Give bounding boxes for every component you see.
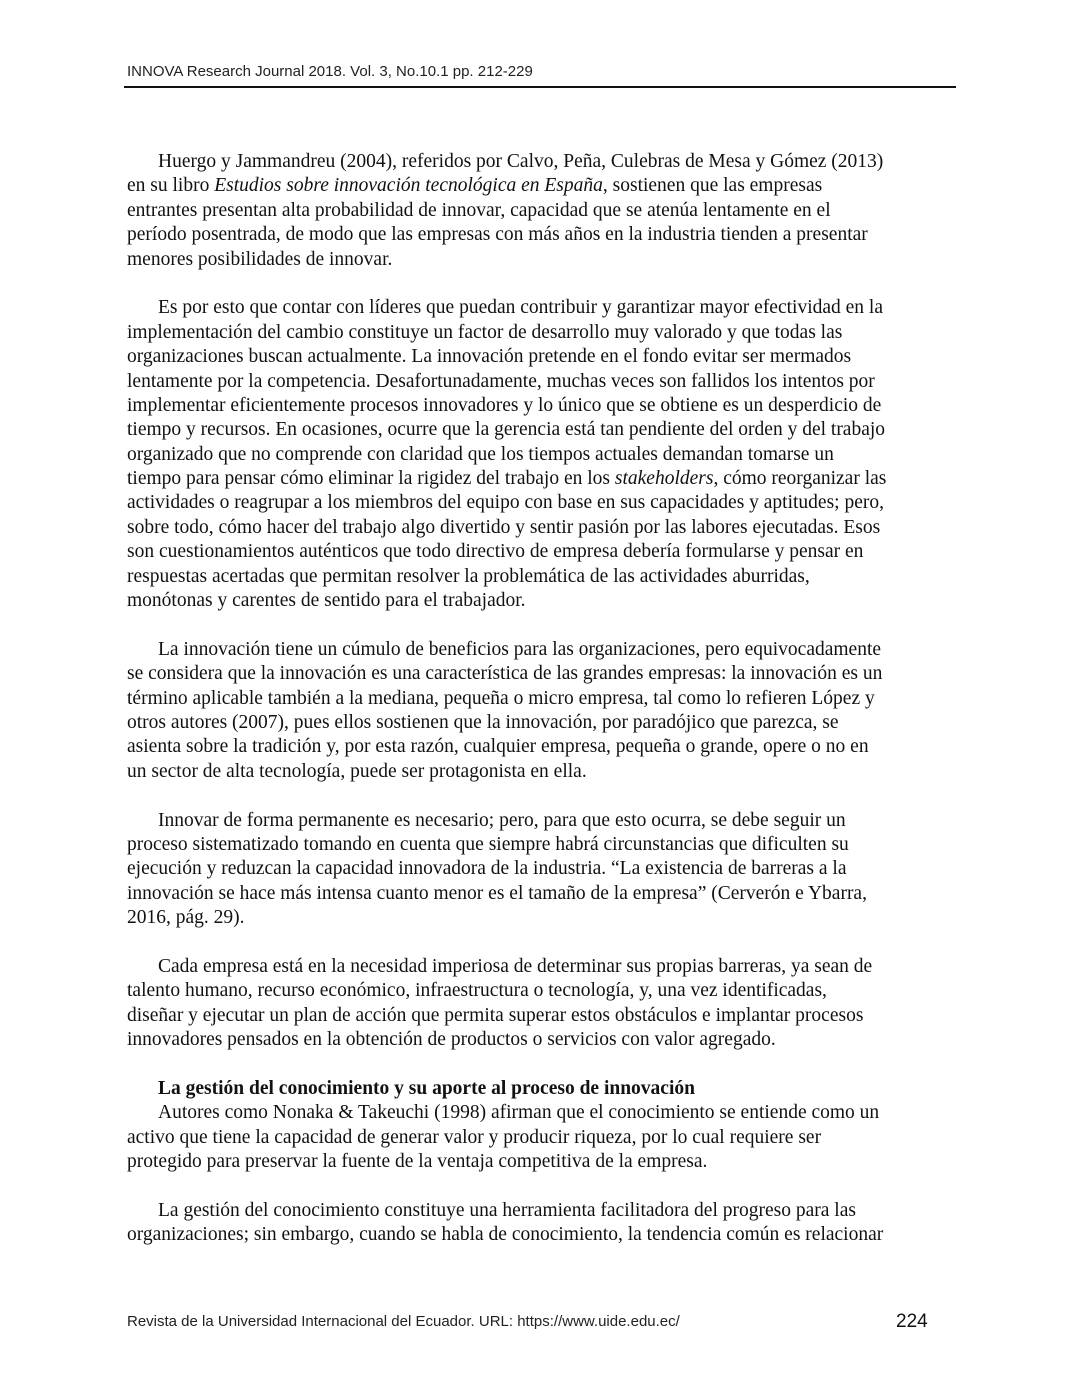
text-line: entrantes presentan alta probabilidad de innovar, capacidad que se atenúa lentamente en el — [127, 199, 831, 221]
text-line: Innovar de forma permanente es necesario; pero, para que esto ocurra, se debe seguir un — [158, 809, 846, 831]
paragraph-spacer — [127, 931, 886, 955]
italic-text: Estudios sobre innovación tecnológica en España — [214, 175, 603, 197]
text-line: diseñar y ejecutar un plan de acción que permita superar estos obstáculos e implantar procesos — [127, 1004, 864, 1026]
paragraph-spacer — [127, 1052, 886, 1076]
text-line: monótonas y carentes de sentido para el trabajador. — [127, 590, 526, 612]
text-line: activo que tiene la capacidad de generar valor y producir riqueza, por lo cual requiere ser — [127, 1126, 822, 1148]
text-line: La gestión del conocimiento constituye una herramienta facilitadora del progreso para las — [158, 1199, 856, 1221]
section-heading: La gestión del conocimiento y su aporte al proceso de innovación — [158, 1077, 695, 1099]
text-line: implementación del cambio constituye un factor de desarrollo muy valorado y que todas las — [127, 321, 843, 343]
text-line: otros autores (2007), pues ellos sostienen que la innovación, por paradójico que parezca, se — [127, 711, 839, 733]
paragraph — [127, 955, 886, 1053]
text-line: innovadores pensados en la obtención de productos o servicios con valor agregado. — [127, 1029, 776, 1051]
text-line: Cada empresa está en la necesidad imperiosa de determinar sus propias barreras, ya sean de — [158, 955, 873, 977]
footer-text: Revista de la Universidad Internacional del Ecuador. URL: https://www.uide.edu.ec/ — [127, 1313, 680, 1330]
running-header: INNOVA Research Journal 2018. Vol. 3, No.10.1 pp. 212-229 — [127, 63, 533, 80]
text-line: implementar eficientemente procesos innovadores y lo único que se obtiene es un desperdicio de — [127, 394, 882, 416]
text-line: La innovación tiene un cúmulo de beneficios para las organizaciones, pero equivocadamente — [158, 638, 882, 660]
text-line: organizaciones; sin embargo, cuando se habla de conocimiento, la tendencia común es relacionar — [127, 1224, 884, 1246]
paragraph-spacer — [127, 272, 886, 296]
text-line: menores posibilidades de innovar. — [127, 248, 393, 270]
text-segment: en su libro — [127, 175, 215, 197]
text-line: asienta sobre la tradición y, por esta razón, cualquier empresa, pequeña o grande, opere o no en — [127, 736, 869, 758]
text-line: Autores como Nonaka & Takeuchi (1998) afirman que el conocimiento se entiende como un — [158, 1102, 880, 1124]
paragraph-spacer — [127, 1174, 886, 1198]
article-body — [127, 150, 886, 1248]
text-line: sobre todo, cómo hacer del trabajo algo divertido y sentir pasión por las labores ejecutadas. Esos — [127, 516, 881, 538]
text-line: son cuestionamientos auténticos que todo directivo de empresa debería formularse y pensar en — [127, 541, 864, 563]
text-line: período posentrada, de modo que las empresas con más años en la industria tienden a presentar — [127, 224, 868, 246]
paragraph — [127, 1101, 886, 1174]
text-line: talento humano, recurso económico, infraestructura o tecnología, y, una vez identificadas, — [127, 980, 827, 1002]
paragraph — [127, 1199, 886, 1248]
text-line: 2016, pág. 29). — [127, 907, 245, 929]
text-line: un sector de alta tecnología, puede ser protagonista en ella. — [127, 760, 587, 782]
text-segment: , cómo reorganizar las — [713, 468, 887, 490]
text-line: lentamente por la competencia. Desafortunadamente, muchas veces son fallidos los intentos por — [127, 370, 875, 392]
paragraph — [127, 638, 886, 784]
text-line: proceso sistematizado tomando en cuenta que siempre habrá circunstancias que dificulten su — [127, 833, 849, 855]
text-line — [127, 174, 886, 198]
header-rule — [124, 86, 956, 88]
text-segment: tiempo para pensar cómo eliminar la rigidez del trabajo en los — [127, 468, 615, 490]
text-line: organizado que no comprende con claridad que los tiempos actuales demandan tomarse un — [127, 443, 834, 465]
text-line: Es por esto que contar con líderes que puedan contribuir y garantizar mayor efectividad en la — [158, 297, 884, 319]
text-line: ejecución y reduzcan la capacidad innovadora de la industria. “La existencia de barreras a la — [127, 858, 847, 880]
paragraph-spacer — [127, 613, 886, 637]
text-line: protegido para preservar la fuente de la ventaja competitiva de la empresa. — [127, 1151, 708, 1173]
paragraph-spacer — [127, 784, 886, 808]
text-line: actividades o reagrupar a los miembros del equipo con base en sus capacidades y aptitudes; pero, — [127, 492, 884, 514]
text-line: se considera que la innovación es una característica de las grandes empresas: la innovación es un — [127, 663, 883, 685]
text-line — [127, 467, 886, 491]
text-line: respuestas acertadas que permitan resolver la problemática de las actividades aburridas, — [127, 565, 810, 587]
page-number: 224 — [896, 1311, 928, 1332]
paragraph — [127, 150, 886, 272]
text-line: término aplicable también a la mediana, pequeña o micro empresa, tal como lo refieren López y — [127, 687, 875, 709]
paragraph — [127, 809, 886, 931]
text-line: tiempo y recursos. En ocasiones, ocurre que la gerencia está tan pendiente del orden y del trabajo — [127, 419, 886, 441]
italic-text: stakeholders — [614, 468, 714, 490]
text-line: innovación se hace más intensa cuanto menor es el tamaño de la empresa” (Cerverón e Ybarra, — [127, 882, 867, 904]
text-segment: , sostienen que las empresas — [602, 175, 823, 197]
text-line: organizaciones buscan actualmente. La innovación pretende en el fondo evitar ser mermados — [127, 346, 852, 368]
text-line: Huergo y Jammandreu (2004), referidos por Calvo, Peña, Culebras de Mesa y Gómez (2013) — [158, 151, 884, 172]
paragraph — [127, 296, 886, 613]
